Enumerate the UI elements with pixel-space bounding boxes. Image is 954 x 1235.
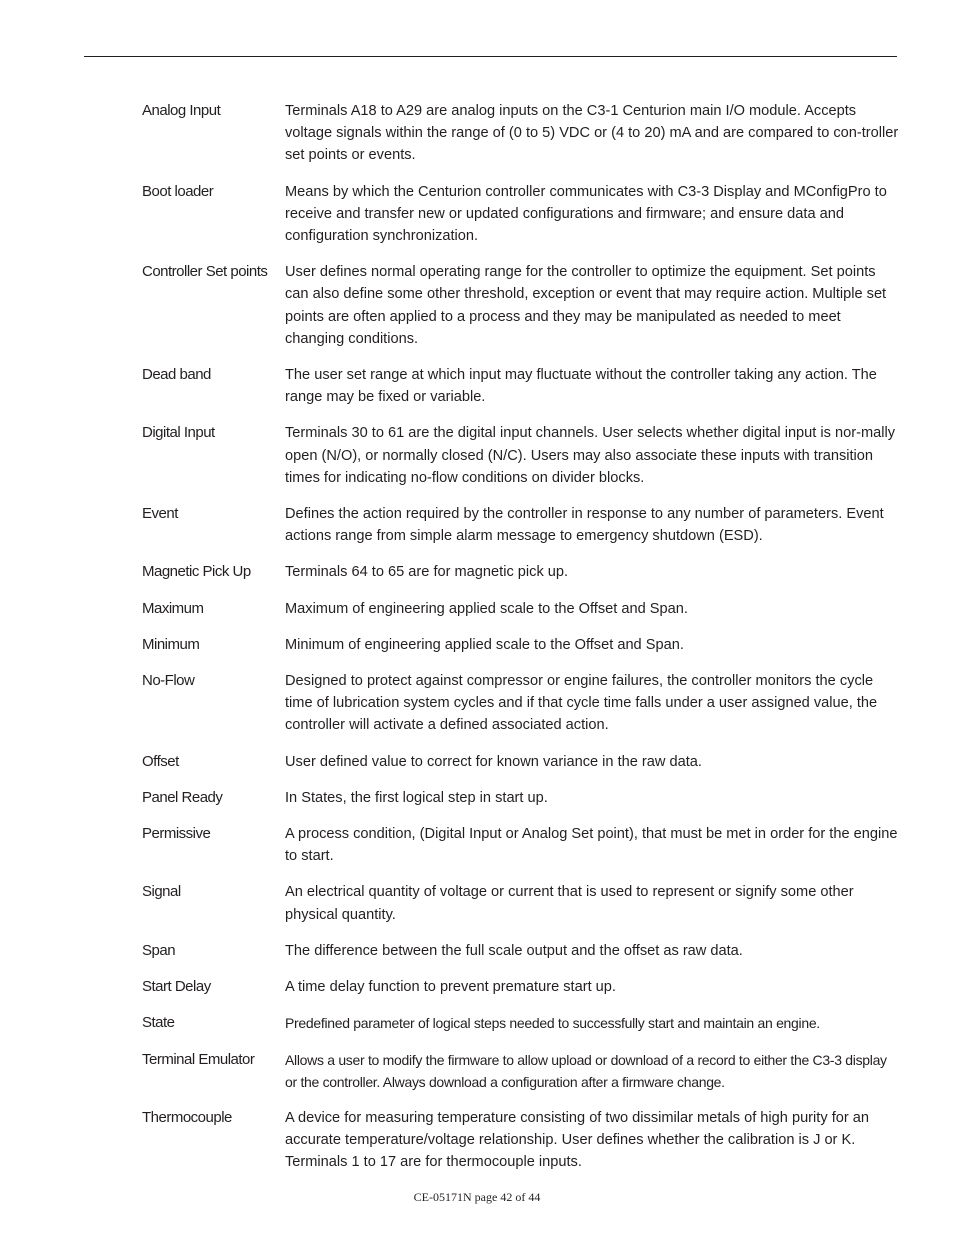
glossary-definition: A time delay function to prevent premature start up. [285, 979, 616, 996]
glossary-term: Boot loader [142, 182, 214, 200]
glossary-term: No-Flow [142, 672, 195, 690]
glossary-entry [142, 976, 902, 998]
glossary-term: Permissive [142, 825, 211, 843]
glossary-definition: The difference between the full scale output and the offset as raw data. [285, 942, 743, 959]
glossary-entry [142, 940, 902, 962]
page-footer: CE-05171N page 42 of 44 [413, 1190, 541, 1204]
glossary-term: Dead band [142, 366, 211, 384]
glossary-definition: Allows a user to modify the firmware to allow upload or download of a record to either the C3-3 display or the controller. Always download a configuration after a firmware change. [285, 1051, 887, 1090]
glossary-entry [142, 670, 902, 737]
glossary-definition: Means by which the Centurion controller communicates with C3-3 Display and MConfigPro to receive and transfer new or updated configurations and firmware; and ensure data and configuration synchronization. [285, 183, 887, 245]
glossary-entry [142, 598, 902, 620]
glossary-entry [142, 1107, 902, 1174]
glossary-term: Analog Input [142, 102, 221, 119]
glossary-entry [142, 823, 902, 867]
glossary-entry [142, 1049, 902, 1093]
glossary-definition: Designed to protect against compressor or engine failures, the controller monitors the cycle time of lubrication system cycles and if that cycle time falls under a user assigned value, the controller will activate a defined associated action. [285, 673, 878, 734]
glossary-definition: Terminals 64 to 65 are for magnetic pick up. [285, 564, 569, 581]
glossary-entry [142, 634, 902, 656]
glossary-definition: A device for measuring temperature consisting of two dissimilar metals of high purity for an accurate temperature/voltage relationship. User defines whether the calibration is J or K. Terminals 1 to 17 are for thermocouple inputs. [285, 1109, 870, 1171]
glossary-entry [142, 261, 902, 350]
glossary-entry [142, 422, 902, 489]
glossary-term: Terminal Emulator [142, 1050, 255, 1068]
glossary-definition: Maximum of engineering applied scale to the Offset and Span. [285, 600, 688, 617]
glossary-definition: Terminals A18 to A29 are analog inputs on the C3-1 Centurion main I/O module. Accepts voltage signals within the range of (0 to 5) VDC or (4 to 20) mA and are compared to con-troller set points or events. [285, 103, 899, 164]
glossary-entry [142, 100, 902, 167]
glossary-term: Thermocouple [142, 1108, 232, 1126]
glossary-entry [142, 561, 902, 583]
glossary-definition: Minimum of engineering applied scale to the Offset and Span. [285, 636, 684, 653]
glossary-entry [142, 881, 902, 925]
glossary-term: Event [142, 505, 178, 523]
glossary-definition: Terminals 30 to 61 are the digital input channels. User selects whether digital input is nor-mally open (N/O), or normally closed (N/C). Users may also associate these inputs with transition times for indicating no-flow conditions on divider blocks. [285, 425, 896, 486]
glossary-entry [142, 364, 902, 408]
glossary-definition: User defines normal operating range for the controller to optimize the equipment. Set points can also define some other threshold, exception or event that may require action. Multiple set points are often applied to a process and they may be manipulated as needed to meet changing conditions. [285, 264, 887, 347]
glossary-entry [142, 787, 902, 809]
glossary-term: Start Delay [142, 978, 211, 996]
glossary-definition: In States, the first logical step in start up. [285, 789, 548, 806]
glossary-definition: An electrical quantity of voltage or current that is used to represent or signify some other physical quantity. [285, 884, 854, 923]
glossary-entry [142, 1012, 902, 1034]
glossary-term: State [142, 1014, 175, 1032]
glossary-list [142, 100, 902, 1174]
glossary-definition: The user set range at which input may fluctuate without the controller taking any action. The range may be fixed or variable. [285, 367, 877, 406]
header-rule [84, 56, 897, 57]
glossary-term: Magnetic Pick Up [142, 563, 251, 581]
glossary-term: Offset [142, 752, 179, 770]
glossary-term: Digital Input [142, 424, 215, 442]
glossary-definition: User defined value to correct for known variance in the raw data. [285, 753, 702, 770]
glossary-term: Maximum [142, 599, 204, 617]
glossary-term: Controller Set points [142, 263, 268, 281]
glossary-term: Span [142, 941, 176, 959]
glossary-term: Signal [142, 883, 181, 901]
glossary-definition: Predefined parameter of logical steps needed to successfully start and maintain an engine. [285, 1015, 820, 1032]
glossary-entry [142, 503, 902, 547]
glossary-definition: A process condition, (Digital Input or Analog Set point), that must be met in order for the engine to start. [285, 826, 898, 865]
glossary-definition: Defines the action required by the controller in response to any number of parameters. Event actions range from simple alarm message to emergency shutdown (ESD). [285, 506, 884, 545]
glossary-entry [142, 181, 902, 248]
glossary-term: Minimum [142, 635, 200, 653]
glossary-entry [142, 751, 902, 773]
glossary-term: Panel Ready [142, 788, 223, 806]
